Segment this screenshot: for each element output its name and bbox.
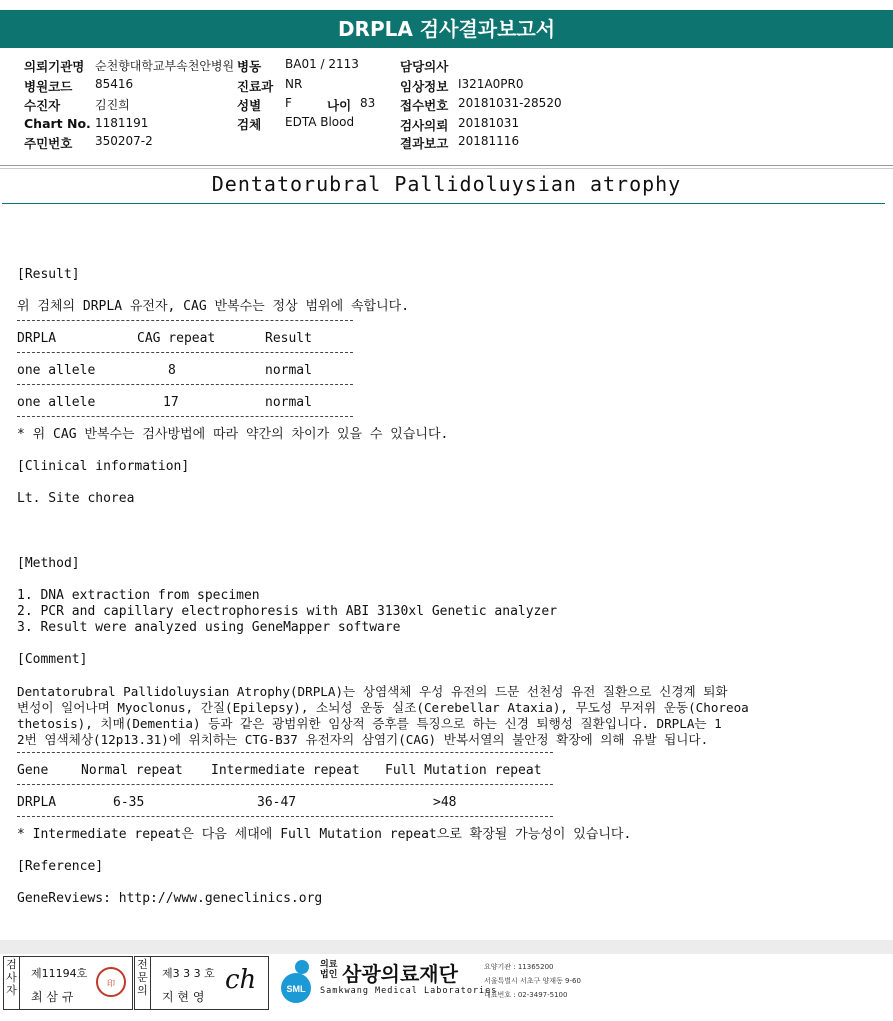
method-item: 1. DNA extraction from specimen bbox=[17, 588, 260, 603]
institution-value: 순천향대학교부속천안병원 bbox=[95, 59, 235, 73]
specialist-label-text: 전문의 bbox=[137, 958, 148, 997]
document-title: Dentatorubral Pallidoluysian atrophy bbox=[211, 172, 682, 196]
result-table-cell: normal bbox=[265, 395, 312, 410]
examiner-label-text: 검사자 bbox=[6, 958, 17, 997]
receipt-no-value: 20181031-28520 bbox=[458, 96, 562, 110]
age-label: 나이 bbox=[327, 98, 352, 113]
info-divider bbox=[0, 165, 893, 166]
lab-phone: 대표번호 : 02-3497-5100 bbox=[484, 991, 568, 999]
result-heading: [Result] bbox=[17, 267, 80, 282]
specialist-signature-box bbox=[134, 956, 269, 1010]
report-header-title: DRPLA 검사결과보고서 bbox=[337, 17, 556, 41]
method-item: 2. PCR and capillary electrophoresis with ABI 3130xl Genetic analyzer bbox=[17, 604, 558, 619]
comment-heading: [Comment] bbox=[17, 652, 88, 667]
result-table-cell: 17 bbox=[163, 395, 179, 410]
lab-address: 서울특별시 서초구 양재동 9-60 bbox=[484, 977, 581, 985]
reference-heading: [Reference] bbox=[17, 859, 104, 874]
table-divider bbox=[17, 320, 353, 321]
method-heading: [Method] bbox=[17, 556, 80, 571]
hospital-code-value: 85416 bbox=[95, 77, 134, 91]
gene-table-header: Normal repeat bbox=[81, 763, 183, 778]
ward-value: BA01 / 2113 bbox=[285, 57, 359, 71]
gene-note: * Intermediate repeat은 다음 세대에 Full Mutation repeat으로 확장될 가능성이 있습니다. bbox=[17, 827, 632, 842]
gene-table-cell: >48 bbox=[433, 795, 457, 810]
id-no-label: 주민번호 bbox=[24, 136, 73, 151]
report-date-label: 결과보고 bbox=[400, 136, 449, 151]
report-header bbox=[0, 10, 893, 48]
lab-name: 삼광의료재단 bbox=[342, 962, 458, 986]
specialist-label bbox=[135, 957, 151, 1009]
request-date-value: 20181031 bbox=[458, 116, 520, 130]
table-divider bbox=[17, 384, 353, 385]
lab-code: 요양기관 : 11365200 bbox=[484, 963, 554, 971]
gene-table-header: Full Mutation repeat bbox=[385, 763, 542, 778]
table-divider bbox=[17, 784, 553, 785]
institution-label: 의뢰기관명 bbox=[24, 59, 85, 74]
clinical-text: Lt. Site chorea bbox=[17, 491, 135, 506]
result-table-cell: normal bbox=[265, 363, 312, 378]
sml-logo-icon bbox=[276, 958, 316, 1004]
examiner-seal-icon: 印 bbox=[96, 967, 126, 997]
department-label: 진료과 bbox=[237, 79, 274, 94]
hospital-code-label: 병원코드 bbox=[24, 79, 73, 94]
gene-table-cell: 36-47 bbox=[257, 795, 297, 810]
chart-no-label: Chart No. bbox=[24, 116, 91, 131]
sml-logo-text: SML bbox=[286, 984, 306, 994]
info-divider-2 bbox=[0, 168, 893, 169]
department-value: NR bbox=[285, 77, 303, 91]
examiner-name: 최 삼 규 bbox=[31, 990, 74, 1004]
examiner-signature-box bbox=[3, 956, 133, 1010]
comment-line: thetosis), 치매(Dementia) 등과 같은 광범위한 임상적 증후를 특징으로 하는 신경 퇴행성 질환입니다. DRPLA는 1 bbox=[17, 716, 722, 731]
method-item: 3. Result were analyzed using GeneMapper software bbox=[17, 620, 401, 635]
result-table-header: Result bbox=[265, 331, 312, 346]
lab-type: 의료 법인 bbox=[320, 960, 338, 980]
comment-line: 2번 염색체상(12p13.31)에 위치하는 CTG-B37 유전자의 삼염기(CAG) 반복서열의 불안정 확장에 의해 유발 됩니다. bbox=[17, 732, 709, 747]
ward-label: 병동 bbox=[237, 59, 262, 74]
clinical-heading: [Clinical information] bbox=[17, 459, 190, 474]
gene-table-header: Intermediate repeat bbox=[211, 763, 360, 778]
physician-label: 담당의사 bbox=[400, 59, 449, 74]
gene-table-cell: DRPLA bbox=[17, 795, 57, 810]
comment-line: 변성이 일어나며 Myoclonus, 간질(Epilepsy), 소뇌성 운동 실조(Cerebellar Ataxia), 무도성 무저위 운동(Choreoa bbox=[17, 700, 749, 715]
patient-info-panel bbox=[0, 55, 893, 165]
patient-value: 김진희 bbox=[95, 98, 130, 112]
examiner-label bbox=[4, 957, 20, 1009]
examiner-license: 제11194호 bbox=[31, 967, 88, 980]
result-text: 위 검체의 DRPLA 유전자, CAG 반복수는 정상 범위에 속합니다. bbox=[17, 299, 410, 314]
result-table-cell: one allele bbox=[17, 395, 96, 410]
id-no-value: 350207-2 bbox=[95, 134, 153, 148]
title-divider bbox=[2, 203, 885, 204]
table-divider bbox=[17, 816, 553, 817]
chart-no-value: 1181191 bbox=[95, 116, 149, 130]
sex-value: F bbox=[285, 96, 292, 110]
result-table-header: CAG repeat bbox=[137, 331, 216, 346]
result-table-header: DRPLA bbox=[17, 331, 57, 346]
clinical-info-label: 임상정보 bbox=[400, 79, 449, 94]
report-date-value: 20181116 bbox=[458, 134, 520, 148]
patient-label: 수진자 bbox=[24, 98, 61, 113]
table-divider bbox=[17, 752, 553, 753]
gene-table-header: Gene bbox=[17, 763, 49, 778]
sex-label: 성별 bbox=[237, 98, 262, 113]
specimen-value: EDTA Blood bbox=[285, 115, 355, 129]
result-table-cell: 8 bbox=[168, 363, 176, 378]
footer-divider bbox=[0, 940, 893, 954]
lab-name-en: Samkwang Medical Laboratories bbox=[320, 986, 498, 996]
request-date-label: 검사의뢰 bbox=[400, 118, 449, 133]
result-note: * 위 CAG 반복수는 검사방법에 따라 약간의 차이가 있을 수 있습니다. bbox=[17, 427, 449, 442]
receipt-no-label: 접수번호 bbox=[400, 98, 449, 113]
specimen-label: 검체 bbox=[237, 117, 262, 132]
age-value: 83 bbox=[360, 96, 376, 110]
gene-table-cell: 6-35 bbox=[113, 795, 145, 810]
result-table-cell: one allele bbox=[17, 363, 96, 378]
clinical-info-value: I321A0PR0 bbox=[458, 77, 524, 91]
specialist-name: 지 현 영 bbox=[162, 990, 205, 1004]
table-divider bbox=[17, 416, 353, 417]
comment-line: Dentatorubral Pallidoluysian Atrophy(DRPLA)는 상염색체 우성 유전의 드문 선천성 유전 질환으로 신경계 퇴화 bbox=[17, 684, 728, 699]
table-divider bbox=[17, 352, 353, 353]
specialist-license: 제3 3 3 호 bbox=[162, 967, 215, 980]
reference-link[interactable]: GeneReviews: http://www.geneclinics.org bbox=[17, 891, 323, 906]
specialist-signature-icon: ch bbox=[225, 965, 257, 995]
